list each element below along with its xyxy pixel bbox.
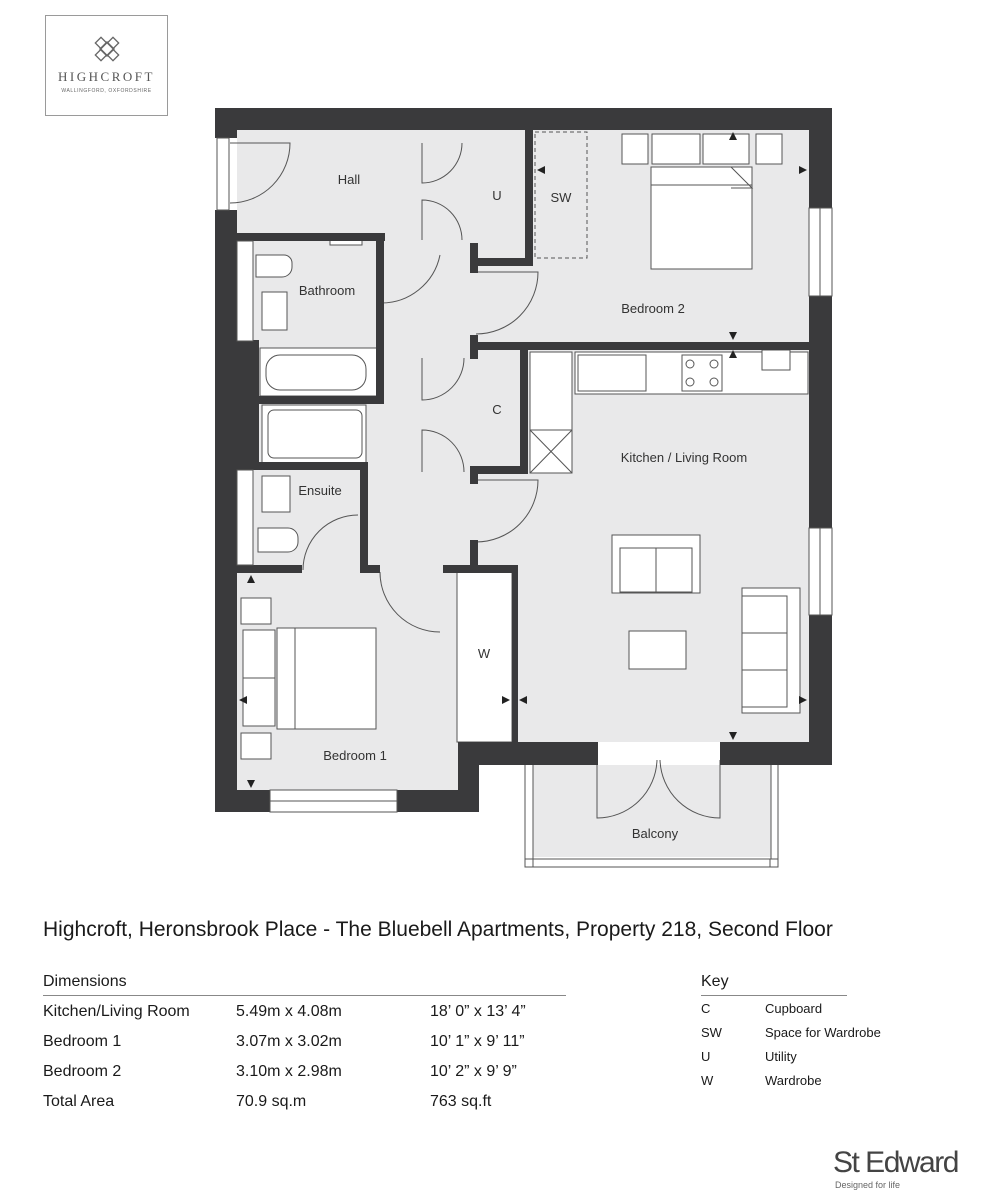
room-label-utility: U	[492, 188, 502, 203]
key-code: SW	[701, 1025, 722, 1040]
key-code: U	[701, 1049, 711, 1064]
dimension-room: Bedroom 1	[43, 1033, 122, 1050]
key-code: W	[701, 1073, 714, 1088]
double-bed-2	[651, 167, 752, 269]
room-label-bathroom: Bathroom	[298, 283, 356, 298]
dimension-room: Bedroom 2	[43, 1063, 122, 1080]
dimension-metric: 3.07m x 3.02m	[236, 1033, 342, 1050]
st-edward-logo: St Edward	[833, 1146, 958, 1179]
room-label-wardrobe: W	[477, 646, 491, 661]
coffee-table	[629, 631, 686, 669]
basin	[262, 476, 290, 512]
brand-tagline: Designed for life	[835, 1180, 901, 1190]
dimensions-heading: Dimensions	[43, 973, 127, 990]
dimension-room: Total Area	[43, 1093, 115, 1110]
wc	[256, 255, 292, 277]
dimension-metric: 3.10m x 2.98m	[236, 1063, 342, 1080]
dimension-metric: 5.49m x 4.08m	[236, 1003, 342, 1020]
basin	[262, 292, 287, 330]
dimension-metric: 70.9 sq.m	[236, 1093, 307, 1110]
room-label-cupboard: C	[492, 402, 502, 417]
room-label-bedroom-2: Bedroom 2	[621, 301, 685, 316]
key-meaning: Wardrobe	[765, 1073, 822, 1088]
logo-location: WALLINGFORD, OXFORDSHIRE	[61, 88, 152, 94]
dimension-imperial: 763 sq.ft	[430, 1093, 492, 1110]
bedside-table	[241, 733, 271, 759]
property-title: Highcroft, Heronsbrook Place - The Bluebell Apartments, Property 218, Second Floor	[43, 918, 833, 941]
room-label-space-for-wardrobe: SW	[550, 190, 572, 205]
dimension-imperial: 18’ 0” x 13’ 4”	[430, 1003, 526, 1020]
dimensions-divider	[43, 995, 566, 996]
key-meaning: Cupboard	[765, 1001, 823, 1016]
logo-name: HIGHCROFT	[58, 69, 155, 84]
room-label-hall: Hall	[337, 172, 361, 187]
room-label-kitchen-living: Kitchen / Living Room	[620, 450, 748, 465]
dimension-room: Kitchen/Living Room	[43, 1003, 190, 1020]
key-code: C	[701, 1001, 711, 1016]
drawer-unit	[703, 134, 749, 164]
drawer-unit	[652, 134, 700, 164]
key-divider	[701, 995, 847, 996]
key-heading: Key	[701, 973, 729, 990]
sink	[578, 355, 646, 391]
room-label-balcony: Balcony	[631, 826, 679, 841]
wc	[258, 528, 298, 552]
dimension-imperial: 10’ 1” x 9’ 11”	[430, 1033, 525, 1050]
bedside-table	[241, 598, 271, 624]
bedside-table	[622, 134, 648, 164]
dimension-imperial: 10’ 2” x 9’ 9”	[430, 1063, 517, 1080]
room-label-ensuite: Ensuite	[298, 483, 342, 498]
key-meaning: Utility	[765, 1049, 797, 1064]
room-label-bedroom-1: Bedroom 1	[323, 748, 387, 763]
key-meaning: Space for Wardrobe	[765, 1025, 881, 1040]
double-bed-1	[277, 628, 376, 729]
bedside-table	[756, 134, 782, 164]
